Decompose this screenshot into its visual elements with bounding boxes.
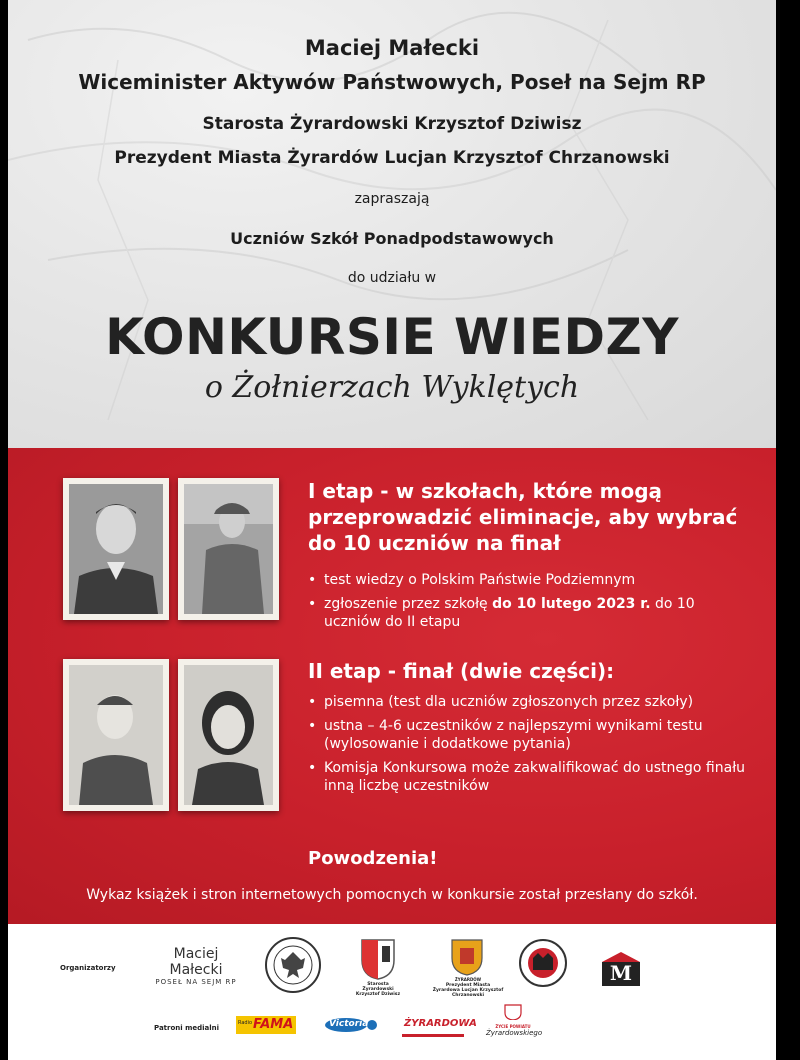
malecki-logo-sub: POSEŁ NA SEJM RP <box>155 978 237 986</box>
portrait-photo-4 <box>178 659 279 811</box>
resources-note: Wykaz książek i stron internetowych pomocnych w konkursie został przesłany do szkół. <box>86 887 698 903</box>
list-item <box>308 717 748 753</box>
radio-fama-logo <box>236 1016 296 1034</box>
zycie-top: ŻYCIE POWIATU <box>495 1024 531 1029</box>
bullet-icon: • <box>308 694 317 710</box>
zycie-crest-icon <box>503 1004 523 1020</box>
bullet-text: do 10 uczniów do II etapu <box>324 596 695 630</box>
woman-portrait <box>184 665 273 805</box>
organizer-name: Maciej Małecki <box>304 36 480 60</box>
zyrardow-caption: Prezydent Miasta Żyrardowa Lucjan Krzysztof Chrzanowski <box>432 983 504 998</box>
powiat-crest-icon <box>360 938 396 980</box>
bullet-text: Komisja Konkursowa może zakwalifikować do ustnego finału inną liczbę uczestników <box>324 760 746 794</box>
portrait-photo-3 <box>63 659 169 811</box>
stage-1-list <box>308 571 748 637</box>
patrons-label: Patroni medialni <box>154 1024 220 1032</box>
organizer-role: Wiceminister Aktywów Państwowych, Poseł na Sejm RP <box>78 70 706 94</box>
stage-2-list <box>308 693 748 801</box>
stage-1-title: I etap - w szkołach, które mogą przeprowadzić eliminacje, aby wybrać do 10 uczniów na finał <box>308 479 738 555</box>
bullet-icon: • <box>308 760 317 776</box>
zyrardowa-paper-logo <box>402 1016 477 1037</box>
contest-subtitle: o Żołnierzach Wyklętych <box>204 370 580 405</box>
right-edge <box>776 0 800 1060</box>
soldier-portrait-1 <box>69 484 163 614</box>
radio-word: Radio <box>238 1020 253 1026</box>
malecki-logo-name: Maciej Małecki <box>169 946 223 978</box>
bullet-text: pisemna (test dla uczniów zgłoszonych przez szkoły) <box>324 694 694 710</box>
starosta-line: Starosta Żyrardowski Krzysztof Dziwisz <box>202 114 582 134</box>
bullet-icon: • <box>308 572 317 588</box>
portrait-photo-2 <box>178 478 279 620</box>
audience-line: Uczniów Szkół Ponadpodstawowych <box>230 229 554 248</box>
good-luck: Powodzenia! <box>308 848 438 869</box>
list-item <box>308 595 748 631</box>
portrait-photo-1 <box>63 478 169 620</box>
bullet-icon: • <box>308 596 317 612</box>
victoria-word: Victoria <box>329 1019 369 1029</box>
society-seal-icon <box>518 938 568 988</box>
zycie-powiatu-logo <box>486 1004 543 1040</box>
museum-logo-letter: M <box>609 961 633 985</box>
list-item <box>308 571 748 589</box>
participation-line: do udziału w <box>347 270 437 286</box>
list-item <box>308 693 748 711</box>
president-line: Prezydent Miasta Żyrardów Lucjan Krzysztof Chrzanowski <box>114 148 670 168</box>
list-item <box>308 759 748 795</box>
victoria-logo <box>324 1016 378 1034</box>
eagle-seal-icon <box>264 936 322 994</box>
fama-word: FAMA <box>253 1017 294 1032</box>
organizers-label: Organizatorzy <box>60 964 116 972</box>
deadline-date: do 10 lutego 2023 r. <box>492 596 651 612</box>
bullet-text: test wiedzy o Polskim Państwie Podziemnym <box>324 572 636 588</box>
invite-line: zapraszają <box>354 191 430 207</box>
bullet-text: ustna – 4-6 uczestników z najlepszymi wynikami testu (wylosowanie i dodatkowe pytania) <box>324 718 703 752</box>
zycie-bottom: Żyrardowskiego <box>486 1029 543 1037</box>
left-edge <box>0 0 8 1060</box>
stage-2-title: II etap - finał (dwie części): <box>308 659 615 683</box>
soldier-portrait-3 <box>69 665 163 805</box>
bullet-icon: • <box>308 718 317 734</box>
malecki-logo <box>148 946 244 986</box>
contest-title: KONKURSIE WIEDZY <box>105 308 679 366</box>
powiat-caption: Starosta Żyrardowski Krzysztof Dziwisz <box>355 982 401 997</box>
zyrardowa-word: ŻYRARDOWA <box>404 1018 477 1029</box>
zyrardow-crest-icon <box>450 938 484 976</box>
bullet-text: zgłoszenie przez szkołę <box>324 596 493 612</box>
zyrardow-label: ŻYRARDÓW <box>454 977 482 982</box>
soldier-portrait-2 <box>184 484 273 614</box>
